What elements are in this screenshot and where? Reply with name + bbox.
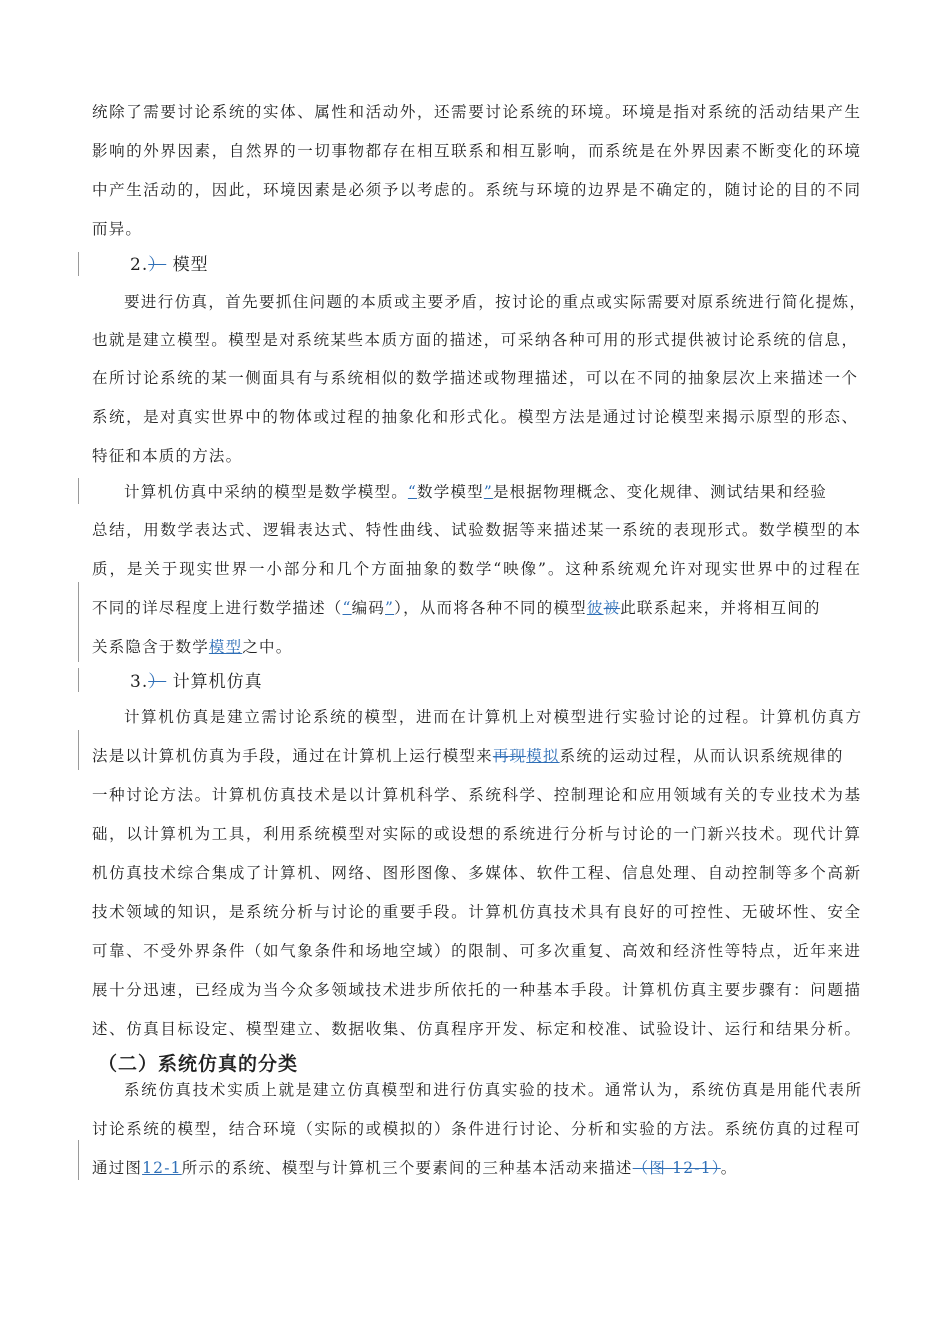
- text-line: 可靠、不受外界条件（如气象条件和场地空域）的限制、可多次重复、高效和经济性等特点，近年来进: [92, 942, 860, 960]
- inserted-text: 模拟: [526, 747, 560, 765]
- change-bar: [78, 1140, 79, 1180]
- heading-title: 模型: [172, 255, 209, 275]
- text-line: [124, 482, 827, 502]
- text-line: [92, 746, 844, 766]
- text-run: 数学模型: [417, 483, 484, 501]
- heading-number: 3.: [130, 672, 149, 692]
- text-line: 总结，用数学表达式、逻辑表达式、特性曲线、试验数据等来描述某一系统的表现形式。数学模型的本: [92, 521, 860, 539]
- subheading-model: [130, 255, 209, 275]
- heading-number: 2.: [130, 255, 149, 275]
- text-line: 一种讨论方法。计算机仿真技术是以计算机科学、系统科学、控制理论和应用领域有关的专业技术为基: [92, 786, 860, 804]
- inserted-text: “: [407, 483, 418, 501]
- inserted-text: ”: [385, 599, 395, 617]
- text-run: 法是以计算机仿真为手段，通过在计算机上运行模型来: [92, 747, 493, 765]
- deleted-text: 再现: [492, 747, 527, 765]
- text-line: 础，以计算机为工具，利用系统模型对实际的或设想的系统进行分析与讨论的一门新兴技术。现代计算: [92, 825, 860, 843]
- text-line: 在所讨论系统的某一侧面具有与系统相似的数学描述或物理描述，可以在不同的抽象层次上来描述一个: [92, 369, 857, 387]
- deleted-text: ）: [148, 672, 167, 692]
- text-line: 展十分迅速，已经成为当今众多领域技术进步所依托的一种基本手段。计算机仿真主要步骤有：问题描: [92, 981, 860, 999]
- text-line: 要进行仿真，首先要抓住问题的本质或主要矛盾，按讨论的重点或实际需要对原系统进行简化提炼，: [124, 293, 865, 311]
- text-line: 而异。: [92, 220, 143, 238]
- text-run: 系统的运动过程，从而认识系统规律的: [559, 747, 844, 765]
- text-run: 编码: [351, 599, 386, 617]
- change-bar: [78, 478, 79, 504]
- text-run: 不同的详尽程度上进行数学描述（: [92, 599, 343, 617]
- text-line: [92, 1158, 737, 1178]
- deleted-text: （图 12-1）: [632, 1159, 721, 1177]
- text-line: 统除了需要讨论系统的实体、属性和活动外，还需要讨论系统的环境。环境是指对系统的活动结果产生: [92, 103, 860, 121]
- heading-title: 计算机仿真: [172, 672, 263, 692]
- section-heading: （二）系统仿真的分类: [98, 1053, 299, 1075]
- text-line: 特征和本质的方法。: [92, 447, 243, 465]
- deleted-text: 被: [603, 599, 621, 617]
- text-line: 中产生活动的，因此，环境因素是必须予以考虑的。系统与环境的边界是不确定的，随讨论的目的不同: [92, 181, 860, 199]
- change-bar: [78, 252, 79, 276]
- text-line: 也就是建立模型。模型是对系统某些本质方面的描述，可采纳各种可用的形式提供被讨论系统的信息，: [92, 331, 857, 349]
- text-line: 技术领域的知识，是系统分析与讨论的重要手段。计算机仿真技术具有良好的可控性、无破坏性、安全: [92, 903, 860, 921]
- text-run: ），从而将各种不同的模型: [394, 599, 587, 617]
- text-run: 。: [720, 1159, 738, 1177]
- inserted-text: ”: [483, 483, 493, 501]
- inserted-text: 彼: [586, 599, 604, 617]
- text-line: 讨论系统的模型，结合环境（实际的或模拟的）条件进行讨论、分析和实验的方法。系统仿真的过程可: [92, 1120, 860, 1138]
- change-bar: [78, 582, 79, 662]
- deleted-text: ）: [148, 255, 167, 275]
- text-line: 机仿真技术综合集成了计算机、网络、图形图像、多媒体、软件工程、信息处理、自动控制等多个高新: [92, 864, 860, 882]
- text-line: [92, 598, 821, 618]
- inserted-text: 12-1: [142, 1159, 182, 1177]
- inserted-text: 模型: [208, 638, 243, 656]
- text-run: 是根据物理概念、变化规律、测试结果和经验: [492, 483, 827, 501]
- text-run: 之中。: [242, 638, 293, 656]
- text-line: [92, 637, 292, 657]
- inserted-text: “: [342, 599, 352, 617]
- text-run: 此联系起来，并将相互间的: [620, 599, 821, 617]
- text-line: 系统仿真技术实质上就是建立仿真模型和进行仿真实验的技术。通常认为，系统仿真是用能代表所: [124, 1081, 861, 1099]
- text-line: 计算机仿真是建立需讨论系统的模型，进而在计算机上对模型进行实验讨论的过程。计算机仿真方: [124, 708, 861, 726]
- text-run: 关系隐含于数学: [92, 638, 209, 656]
- subheading-computer-simulation: [130, 672, 263, 692]
- text-line: 系统，是对真实世界中的物体或过程的抽象化和形式化。模型方法是通过讨论模型来揭示原型的形态、: [92, 408, 857, 426]
- change-bar: [78, 730, 79, 770]
- text-run: 通过图: [92, 1159, 143, 1177]
- text-line: 述、仿真目标设定、模型建立、数据收集、仿真程序开发、标定和校准、试验设计、运行和结果分析。: [92, 1020, 860, 1038]
- change-bar: [78, 668, 79, 692]
- text-line: 质，是关于现实世界一小部分和几个方面抽象的数学“映像”。这种系统观允许对现实世界中的过程在: [92, 560, 860, 578]
- text-line: 影响的外界因素，自然界的一切事物都存在相互联系和相互影响，而系统是在外界因素不断变化的环境: [92, 142, 860, 160]
- text-run: 所示的系统、模型与计算机三个要素间的三种基本活动来描述: [181, 1159, 633, 1177]
- text-run: 计算机仿真中采纳的模型是数学模型。: [124, 483, 408, 501]
